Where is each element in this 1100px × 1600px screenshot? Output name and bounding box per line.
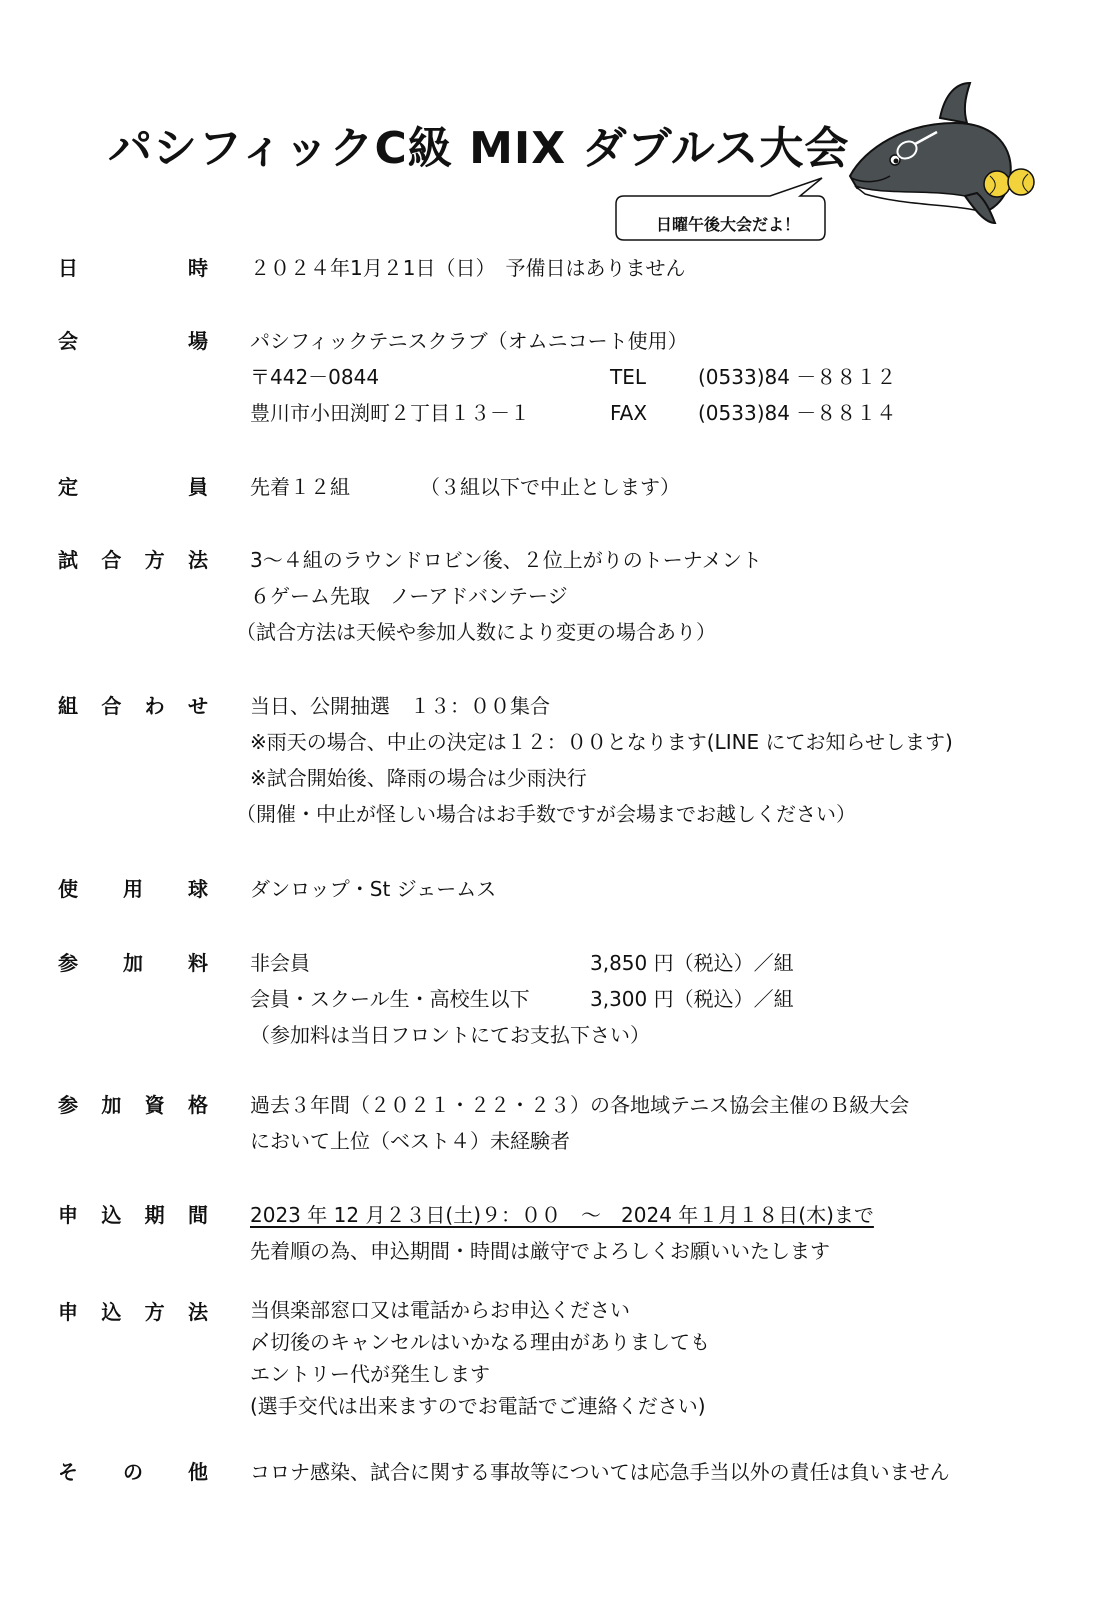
method-line: エントリー代が発生します — [250, 1362, 490, 1386]
ball-value: ダンロップ・St ジェームス — [250, 877, 497, 901]
method-note: (選手交代は出来ますのでお電話でご連絡ください) — [250, 1394, 706, 1418]
tel-label: TEL — [610, 365, 646, 389]
page-title: パシフィックC級 MIX ダブルス大会 — [108, 123, 850, 174]
format-note: （試合方法は天候や参加人数により変更の場合あり） — [236, 620, 716, 644]
label-other: そ の 他 — [58, 1460, 208, 1484]
fee-item-price: 3,850 円（税込）／組 — [590, 951, 794, 975]
draw-line: 当日、公開抽選 １３：００集合 — [250, 694, 550, 718]
label-period: 申 込 期 間 — [58, 1203, 208, 1227]
speech-bubble-shape — [610, 170, 835, 250]
format-line: ６ゲーム先取 ノーアドバンテージ — [250, 584, 568, 608]
capacity-value: 先着１２組 — [250, 475, 350, 499]
label-ball: 使 用 球 — [58, 877, 208, 901]
label-method: 申 込 方 法 — [58, 1300, 208, 1324]
draw-line: ※雨天の場合、中止の決定は１２：００となります(LINE にてお知らせします) — [250, 730, 953, 754]
eligibility-line: 過去３年間（２０２１・２２・２３）の各地域テニス協会主催のＢ級大会 — [250, 1093, 910, 1117]
method-line: 当倶楽部窓口又は電話からお申込ください — [250, 1298, 630, 1322]
method-line: 〆切後のキャンセルはいかなる理由がありましても — [250, 1330, 710, 1354]
label-venue: 会 場 — [58, 329, 208, 353]
dolphin-mascot-icon — [845, 78, 1045, 228]
label-date: 日 時 — [58, 256, 208, 280]
capacity-note: （３組以下で中止とします） — [420, 475, 680, 499]
period-range: 2023 年 12 月２３日(土)９：００ ～ 2024 年１月１８日(木)まで — [250, 1203, 874, 1227]
label-format: 試 合 方 法 — [58, 548, 208, 572]
speech-bubble-text: 日曜午後大会だよ！ — [655, 215, 800, 234]
fee-item-name: 非会員 — [250, 951, 310, 975]
eligibility-line: において上位（ベスト４）未経験者 — [250, 1129, 570, 1153]
fee-item-price: 3,300 円（税込）／組 — [590, 987, 794, 1011]
label-fee: 参 加 料 — [58, 951, 208, 975]
label-eligibility: 参 加 資 格 — [58, 1093, 208, 1117]
venue-name: パシフィックテニスクラブ（オムニコート使用） — [250, 329, 688, 353]
label-capacity: 定 員 — [58, 475, 208, 499]
fee-item-name: 会員・スクール生・高校生以下 — [250, 987, 530, 1011]
draw-note: （開催・中止が怪しい場合はお手数ですが会場までお越しください） — [236, 802, 856, 826]
fax-number: (0533)84 －８８１４ — [698, 401, 897, 425]
fax-label: FAX — [610, 401, 648, 425]
tel-number: (0533)84 －８８１２ — [698, 365, 897, 389]
venue-postal: 〒442－0844 — [250, 365, 380, 389]
fee-note: （参加料は当日フロントにてお支払下さい） — [250, 1023, 650, 1047]
draw-line: ※試合開始後、降雨の場合は少雨決行 — [250, 766, 587, 790]
label-draw: 組 合 わ せ — [58, 694, 208, 718]
fee-item — [250, 981, 1070, 1017]
fee-item — [250, 945, 1070, 981]
format-line: 3～４組のラウンドロビン後、２位上がりのトーナメント — [250, 548, 762, 572]
date-value: ２０２４年1月２1日（日） 予備日はありません — [250, 256, 686, 280]
other-value: コロナ感染、試合に関する事故等については応急手当以外の責任は負いません — [250, 1460, 950, 1484]
period-note: 先着順の為、申込期間・時間は厳守でよろしくお願いいたします — [250, 1239, 830, 1263]
venue-address: 豊川市小田渕町２丁目１３－１ — [250, 401, 530, 425]
